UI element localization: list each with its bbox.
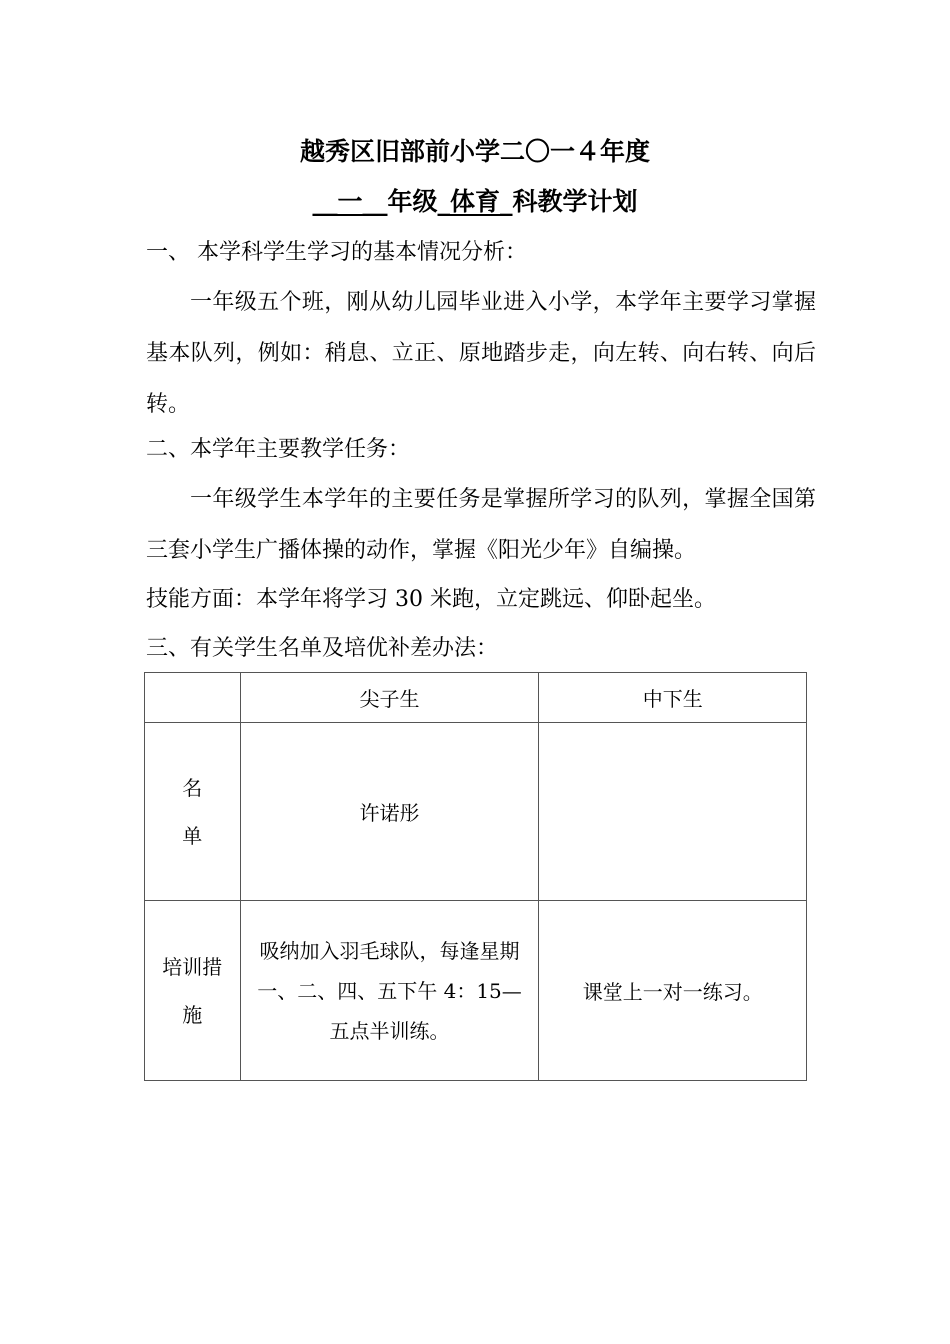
- document-title-line2: [0, 186, 950, 218]
- low-students-names: [539, 723, 807, 901]
- section2-skills: 技能方面：本学年将学习 30 米跑，立定跳远、仰卧起坐。: [146, 587, 716, 612]
- low-students-measure: 课堂上一对一练习。: [539, 901, 807, 1081]
- table-row-measures: [145, 901, 807, 1081]
- header-low-students: 中下生: [539, 673, 807, 723]
- row-label-names-char1: 名: [182, 775, 203, 800]
- row-label-measures: [145, 901, 241, 1081]
- section1-heading: 一、 本学科学生学习的基本情况分析：: [146, 240, 527, 265]
- table-header-row: [145, 673, 807, 723]
- top-students-measure: 吸纳加入羽毛球队，每逢星期一、二、四、五下午 4：15—五点半训练。: [240, 901, 539, 1081]
- section1-body: 一年级五个班，刚从幼儿园毕业进入小学，本学年主要学习掌握基本队列，例如：稍息、立正、原地踏步走，向左转、向右转、向后转。: [146, 290, 816, 417]
- section2-heading: 二、本学年主要教学任务：: [146, 437, 411, 462]
- header-top-students: 尖子生: [240, 673, 539, 723]
- title-suffix: 科教学计划: [512, 187, 638, 216]
- title-blank-4: _: [500, 187, 513, 216]
- title-grade: 一: [337, 187, 363, 216]
- title-grade-suffix: 年级: [387, 187, 438, 216]
- row-label-measures-part1: 培训措: [162, 954, 223, 979]
- document-title-line1: 越秀区旧部前小学二〇一４年度: [299, 137, 650, 166]
- title-blank-3: _: [437, 187, 450, 216]
- table-corner-cell: [145, 673, 241, 723]
- title-blank-2: __: [362, 187, 388, 216]
- section2-body: 一年级学生本学年的主要任务是掌握所学习的队列，掌握全国第三套小学生广播体操的动作，掌握《阳光少年》自编操。: [146, 487, 816, 563]
- section3-heading: 三、有关学生名单及培优补差办法：: [146, 636, 499, 661]
- row-label-names-char2: 单: [182, 823, 203, 848]
- row-label-names: [145, 723, 241, 901]
- title-subject: 体育: [450, 187, 501, 216]
- student-plan-table: [144, 672, 807, 1081]
- table-row-names: [145, 723, 807, 901]
- top-students-names: 许诺彤: [240, 723, 539, 901]
- row-label-measures-part2: 施: [182, 1002, 203, 1027]
- title-blank-1: __: [312, 187, 338, 216]
